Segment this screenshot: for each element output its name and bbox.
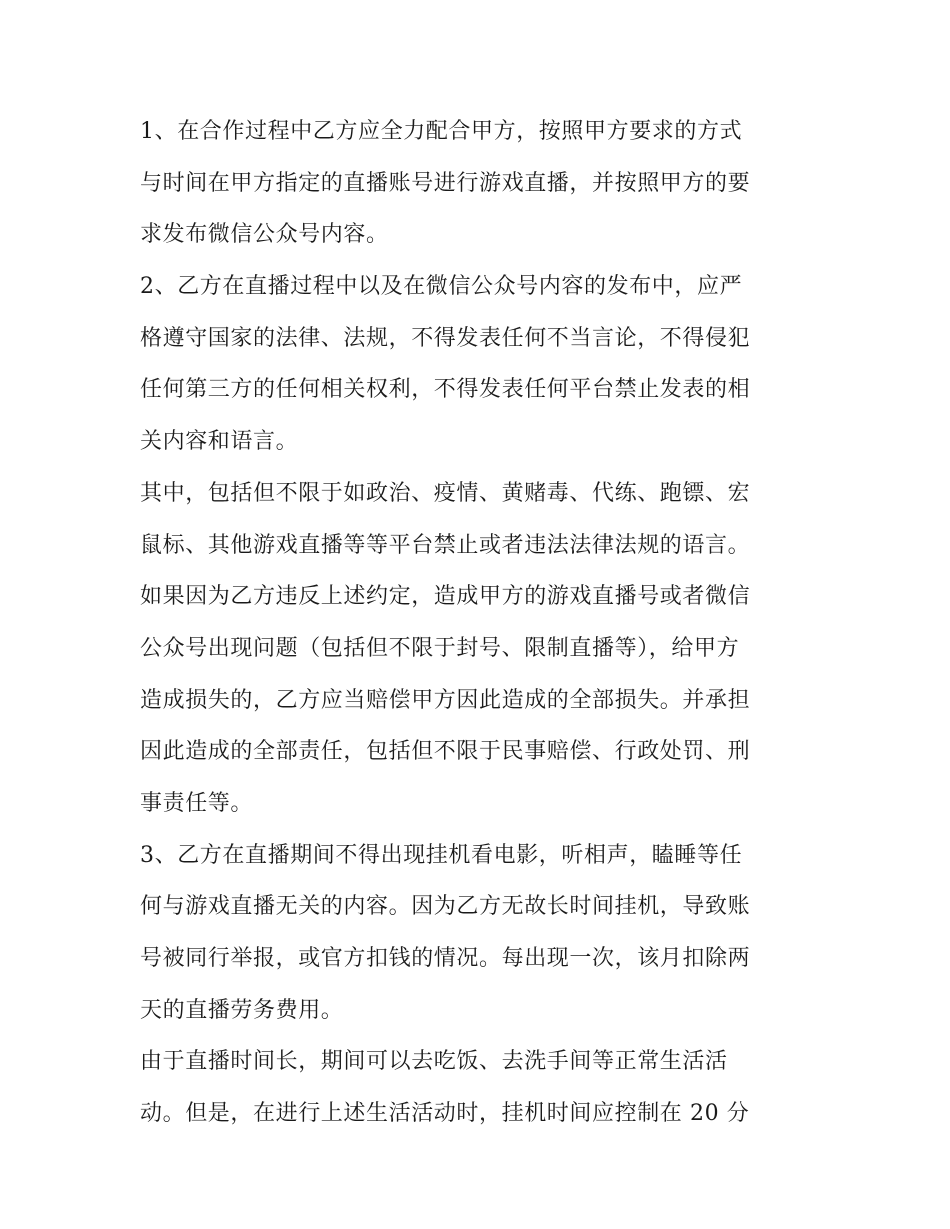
text-line: 与时间在甲方指定的直播账号进行游戏直播，并按照甲方的要	[140, 170, 751, 196]
text-line: 造成损失的，乙方应当赔偿甲方因此造成的全部损失。并承担	[140, 687, 751, 713]
text-line: 其中，包括但不限于如政治、疫情、黄赌毒、代练、跑镖、宏	[140, 480, 751, 506]
text-line: 事责任等。	[140, 790, 254, 816]
document-body	[140, 110, 820, 1144]
text-line: 号被同行举报，或官方扣钱的情况。每出现一次，该月扣除两	[140, 946, 751, 971]
text-line: 因此造成的全部责任，包括但不限于民事赔偿、行政处罚、刑	[140, 739, 751, 765]
text-line: 格遵守国家的法律、法规，不得发表任何不当言论，不得侵犯	[140, 325, 751, 351]
text-line: 求发布微信公众号内容。	[140, 222, 389, 248]
text-line: 1、在合作过程中乙方应全力配合甲方，按照甲方要求的方式	[140, 119, 743, 144]
text-line: 任何第三方的任何相关权利，不得发表任何平台禁止发表的相	[140, 377, 751, 403]
text-line: 由于直播时间长，期间可以去吃饭、去洗手间等正常生活活	[140, 1049, 728, 1075]
text-line: 天的直播劳务费用。	[140, 997, 344, 1023]
text-line: 动。但是，在进行上述生活活动时，挂机时间应控制在 20 分	[140, 1101, 750, 1127]
text-line: 3、乙方在直播期间不得出现挂机看电影，听相声，瞌睡等任	[140, 842, 743, 868]
text-line: 公众号出现问题（包括但不限于封号、限制直播等），给甲方	[140, 635, 740, 661]
text-line: 如果因为乙方违反上述约定，造成甲方的游戏直播号或者微信	[140, 584, 751, 610]
text-line: 鼠标、其他游戏直播等等平台禁止或者违法法律法规的语言。	[140, 532, 751, 558]
text-line: 关内容和语言。	[140, 429, 299, 455]
text-line: 何与游戏直播无关的内容。因为乙方无故长时间挂机，导致账	[140, 894, 751, 920]
text-line: 2、乙方在直播过程中以及在微信公众号内容的发布中，应严	[140, 274, 743, 300]
